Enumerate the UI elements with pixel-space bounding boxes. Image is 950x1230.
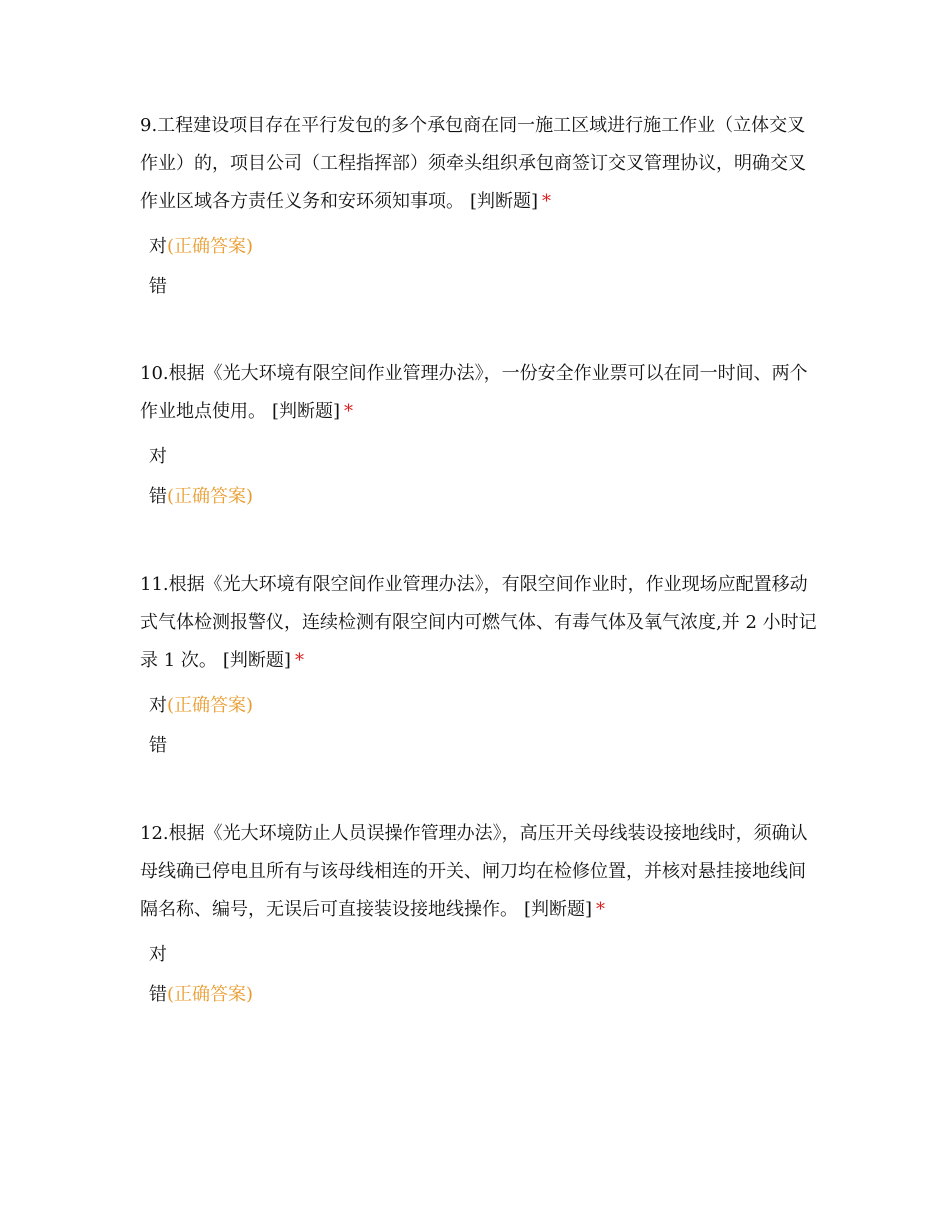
question-text (140, 815, 820, 929)
question-body: 10.根据《光大环境有限空间作业管理办法》，一份安全作业票可以在同一时间、两个作业地点使用。 (140, 363, 808, 422)
question-body: 9.工程建设项目存在平行发包的多个承包商在同一施工区域进行施工作业（立体交叉作业）的，项目公司（工程指挥部）须牵头组织承包商签订交叉管理协议，明确交叉作业区域各方责任义务和安环须知事项。 (140, 115, 806, 212)
option-false[interactable] (149, 267, 820, 307)
option-true[interactable] (149, 686, 820, 726)
question-type-label: [判断题] (470, 191, 539, 212)
question-text (140, 107, 820, 221)
option-true[interactable] (149, 227, 820, 267)
correct-answer-tag: (正确答案) (167, 486, 254, 507)
question-type-label: [判断题] (222, 650, 291, 671)
option-list (140, 686, 820, 766)
question-10 (140, 355, 820, 517)
option-true[interactable] (149, 935, 820, 975)
option-list (140, 437, 820, 517)
option-label: 对 (149, 695, 167, 716)
option-label: 错 (149, 735, 167, 756)
question-11 (140, 566, 820, 766)
option-label: 对 (149, 236, 167, 257)
question-type-label: [判断题] (272, 401, 341, 422)
question-text (140, 566, 820, 680)
option-list (140, 227, 820, 307)
required-marker: * (596, 899, 606, 920)
option-label: 对 (149, 944, 167, 965)
question-text (140, 355, 820, 431)
required-marker: * (344, 401, 354, 422)
correct-answer-tag: (正确答案) (167, 695, 254, 716)
option-label: 对 (149, 446, 167, 467)
question-list (140, 107, 820, 1015)
required-marker: * (294, 650, 304, 671)
option-false[interactable] (149, 975, 820, 1015)
option-true[interactable] (149, 437, 820, 477)
option-label: 错 (149, 276, 167, 297)
option-label: 错 (149, 984, 167, 1005)
option-false[interactable] (149, 726, 820, 766)
question-body: 11.根据《光大环境有限空间作业管理办法》，有限空间作业时，作业现场应配置移动式气体检测报警仪，连续检测有限空间内可燃气体、有毒气体及氧气浓度,并 2 小时记录 1 次。 (140, 574, 817, 671)
question-12 (140, 815, 820, 1015)
option-false[interactable] (149, 477, 820, 517)
option-list (140, 935, 820, 1015)
correct-answer-tag: (正确答案) (167, 236, 254, 257)
correct-answer-tag: (正确答案) (167, 984, 254, 1005)
question-body: 12.根据《光大环境防止人员误操作管理办法》，高压开关母线装设接地线时，须确认母线确已停电且所有与该母线相连的开关、闸刀均在检修位置，并核对悬挂接地线间隔名称、编号，无误后可直接装设接地线操作。 (140, 823, 808, 920)
required-marker: * (542, 191, 552, 212)
question-9 (140, 107, 820, 307)
question-type-label: [判断题] (524, 899, 593, 920)
option-label: 错 (149, 486, 167, 507)
